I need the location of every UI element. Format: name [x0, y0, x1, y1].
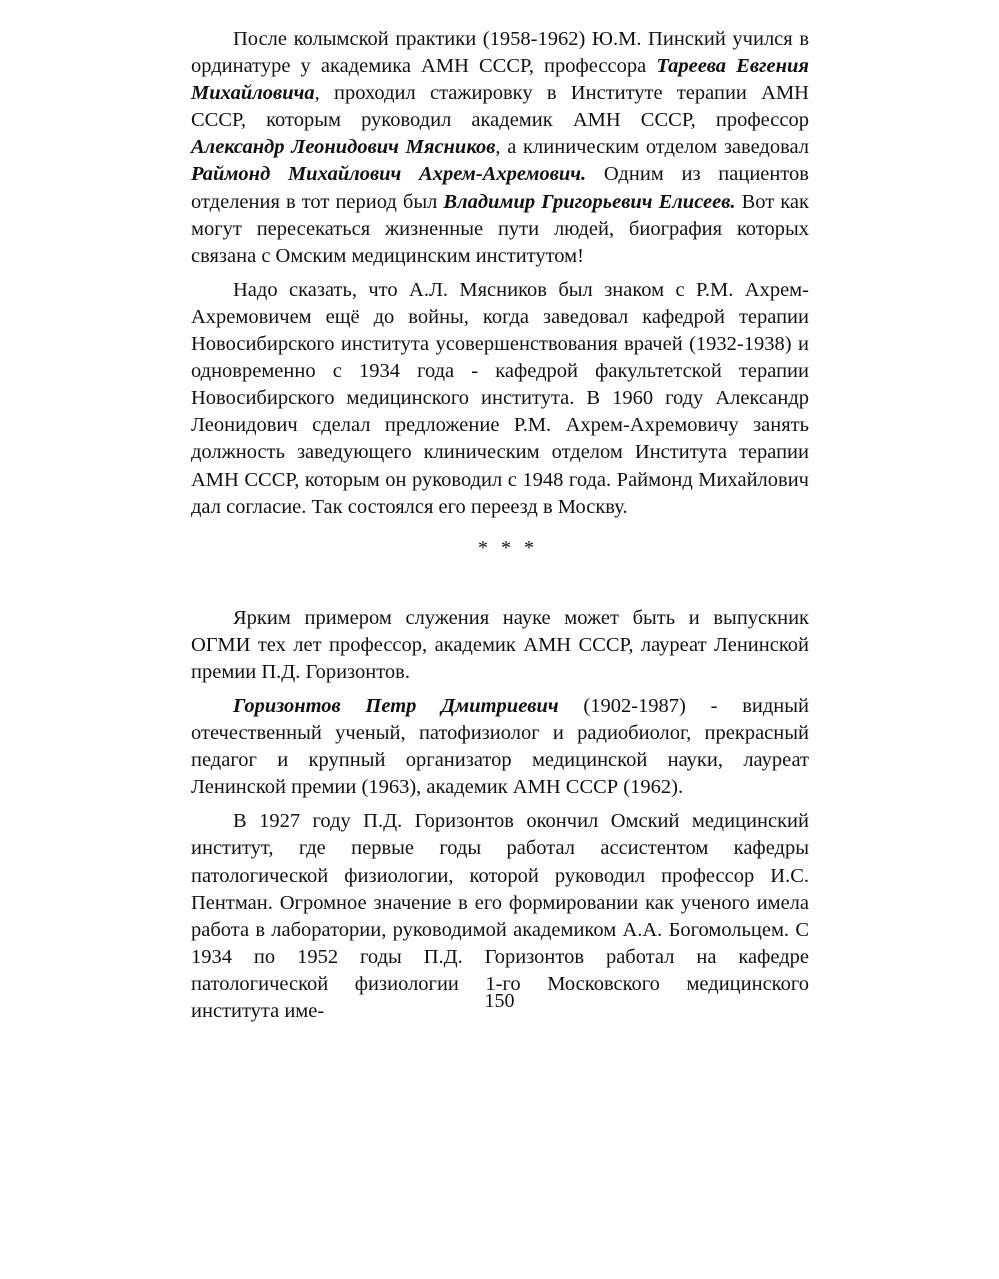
- person-name-tareev: Тареева Евгения Михайловича: [191, 55, 809, 105]
- paragraph-text: Одним из пациентов отделения в тот период был: [191, 163, 809, 213]
- paragraph-text: (1902-1987) - видный отечественный ученый, патофизиолог и радиобиолог, прекрасный педагог и крупный организатор медицинской науки, лауреат Ленинской премии (1963), академик АМН СССР (1962).: [191, 694, 809, 799]
- person-name-eliseev: Владимир Григорьевич Елисеев.: [443, 190, 736, 213]
- person-name-akhrem: Раймонд Михайлович Ахрем-Ахремович.: [191, 163, 587, 186]
- paragraph-text: Вот как могут пересекаться жизненные пути людей, биография которых связана с Омским медицинским институтом!: [191, 190, 809, 267]
- paragraph-myasnikov: Надо сказать, что А.Л. Мясников был знаком с Р.М. Ахрем-Ахремовичем ещё до войны, когда заведовал кафедрой терапии Новосибирского института усовершенствования врачей (1932-1938) и одновременно с 1934 года - кафедрой факультетской терапии Новосибирского медицинского института. В 1960 году Александр Леонидович сделал предложение Р.М. Ахрем-Ахремовичу занять должность заведующего клиническим отделом Института терапии АМН СССР, которым он руководил с 1948 года. Раймонд Михайлович дал согласие. Так состоялся его переезд в Москву.: [191, 278, 809, 518]
- section-separator: * * *: [478, 536, 538, 559]
- paragraph-gorizontov-career: В 1927 году П.Д. Горизонтов окончил Омский медицинский институт, где первые годы работал ассистентом кафедры патологической физиологии, которой руководил профессор И.С. Пентман. Огромное значение в его формировании как ученого имела работа в лаборатории, руководимой академиком А.А. Богомольцем. С 1934 по 1952 годы П.Д. Горизонтов работал на кафедре патологической физиологии 1-го Московского медицинского института име-: [191, 810, 809, 1022]
- paragraph-pinsky: [191, 26, 809, 270]
- paragraph-text: , проходил стажировку в Институте терапии АМН СССР, которым руководил академик АМН СССР, профессор: [191, 82, 809, 132]
- paragraph-gorizontov-bio: [191, 693, 809, 801]
- paragraph-text: После колымской практики (1958-1962) Ю.М. Пинский учился в ординатуре у академика АМН СССР, профессора: [191, 28, 809, 78]
- paragraph-text: , а клиническим отделом заведовал: [495, 136, 809, 159]
- person-name-myasnikov: Александр Леонидович Мясников: [191, 136, 496, 159]
- paragraph-gorizontov-intro: Ярким примером служения науке может быть и выпускник ОГМИ тех лет профессор, академик АМН СССР, лауреат Ленинской премии П.Д. Горизонтов.: [191, 606, 809, 683]
- page-number: 150: [484, 990, 515, 1012]
- page-body: [191, 26, 809, 1025]
- person-name-gorizontov: Горизонтов Петр Дмитриевич: [233, 694, 559, 717]
